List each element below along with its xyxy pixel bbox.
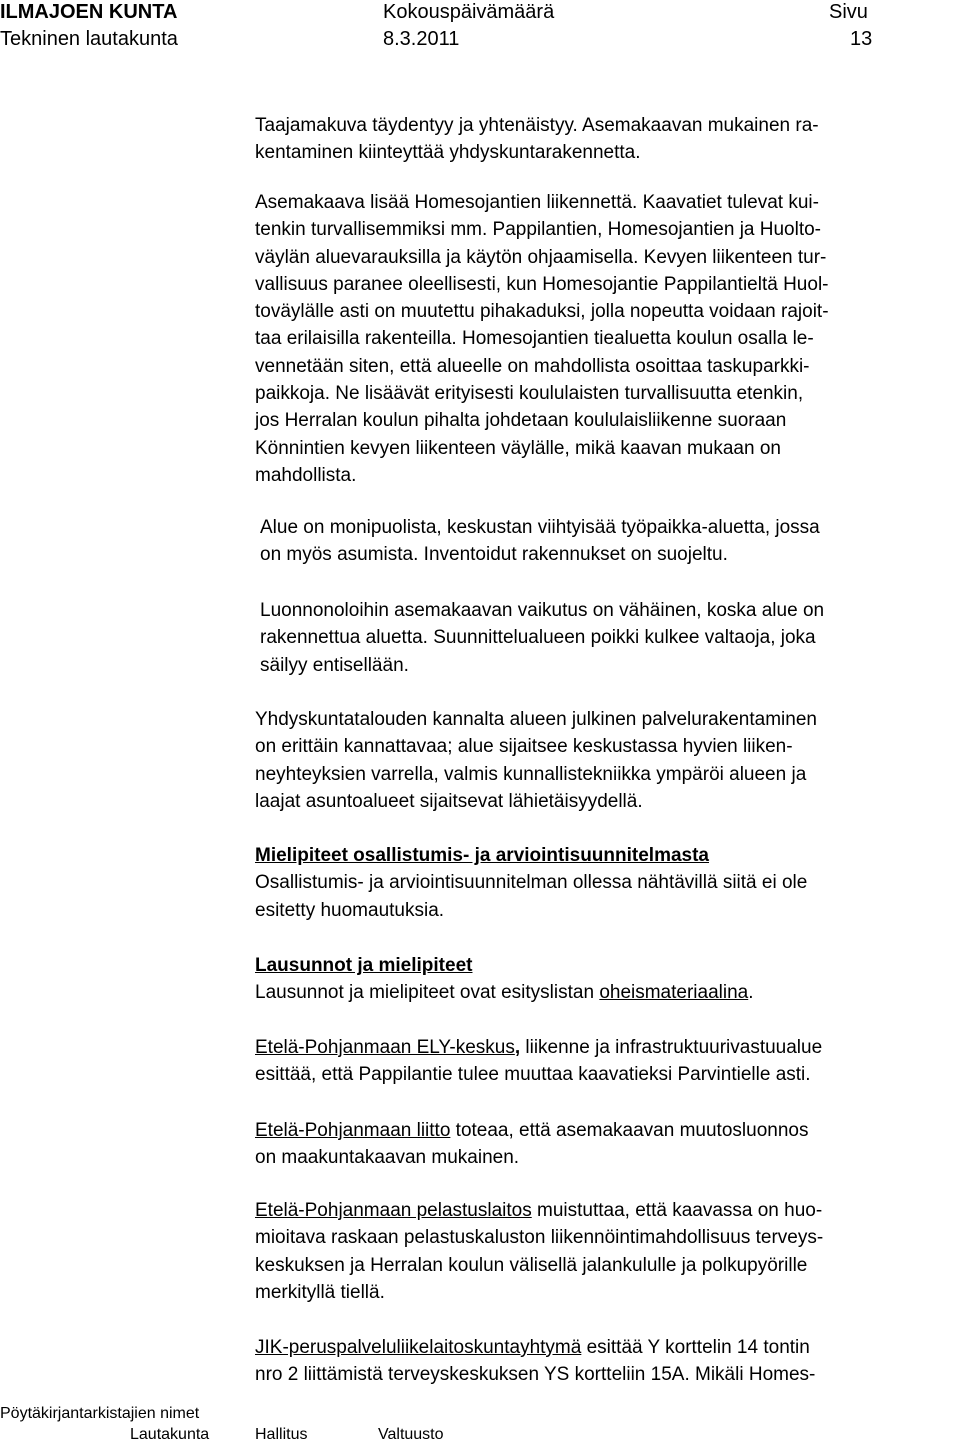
board-name: Tekninen lautakunta (0, 28, 178, 50)
footer-signature-hallitus: Hallitus (255, 1426, 308, 1443)
text-fragment: muistuttaa, että kaavassa on huo- (531, 1200, 823, 1221)
text-fragment: . (748, 982, 754, 1004)
footer-title: Pöytäkirjantarkistajien nimet (0, 1405, 200, 1422)
section-statements (255, 952, 955, 1007)
paragraph-townscape (255, 112, 955, 167)
text-line: kentaminen kiinteyttää yhdyskuntarakennetta. (255, 142, 641, 164)
text-line: on erittäin kannattavaa; alue sijaitsee keskustassa hyvien liiken- (255, 736, 793, 758)
text-line: Osallistumis- ja arviointisuunnitelman ollessa nähtävillä siitä ei ole (255, 872, 808, 894)
text-line: laajat asuntoalueet sijaitsevat lähietäisyydellä. (255, 790, 643, 812)
text-line: Alue on monipuolista, keskustan viihtyisää työpaikka-aluetta, jossa (260, 517, 820, 538)
text-line: toväylälle asti on muutettu pihakaduksi, jolla nopeutta voidaan rajoit- (255, 301, 829, 323)
text-line: esittää, että Pappilantie tulee muuttaa kaavatieksi Parvintielle asti. (255, 1064, 811, 1086)
text-line (255, 1334, 955, 1361)
section-heading: Mielipiteet osallistumis- ja arviointisuunnitelmasta (255, 845, 709, 866)
footer-signature-lautakunta: Lautakunta (130, 1426, 210, 1443)
text-line: Yhdyskuntatalouden kannalta alueen julkinen palvelurakentaminen (255, 709, 817, 730)
text-line: paikkoja. Ne lisäävät erityisesti koululaisten turvallisuutta etenkin, (255, 383, 804, 405)
footer-signature-valtuusto: Valtuusto (378, 1426, 444, 1443)
organization-name-liitto: Etelä-Pohjanmaan liitto (255, 1120, 451, 1141)
text-line: on maakuntakaavan mukainen. (255, 1147, 520, 1169)
text-line: tenkin turvallisemmiksi mm. Pappilantien, Homesojantien ja Huolto- (255, 219, 822, 241)
text-line: väylän aluevarauksilla ja käytön ohjaamisella. Kevyen liikenteen tur- (255, 246, 827, 268)
text-line: Taajamakuva täydentyy ja yhtenäistyy. Asemakaavan mukainen ra- (255, 115, 819, 136)
section-opinions (255, 842, 955, 924)
page-label: Sivu (829, 1, 868, 23)
text-line: vennetään siten, että alueelle on mahdollista osoittaa taskuparkki- (255, 355, 810, 377)
text-line: rakennettua aluetta. Suunnittelualueen poikki kulkee valtaoja, joka (260, 627, 816, 649)
text-line: keskuksen ja Herralan koulun välisellä jalankululle ja polkupyörille (255, 1254, 808, 1276)
text-fragment: Lausunnot ja mielipiteet ovat esityslistan (255, 982, 600, 1004)
organization-name-ely: Etelä-Pohjanmaan ELY-keskus (255, 1037, 515, 1058)
statement-ely (255, 1034, 955, 1089)
section-heading: Lausunnot ja mielipiteet (255, 955, 473, 976)
text-fragment: toteaa, että asemakaavan muutosluonnos (450, 1120, 809, 1141)
text-fragment: liikenne ja infrastruktuurivastuualue (520, 1037, 823, 1058)
statement-liitto (255, 1117, 955, 1172)
text-line: on myös asumista. Inventoidut rakennukset on suojeltu. (260, 544, 728, 566)
attachment-link[interactable]: oheismateriaalina (599, 982, 749, 1004)
text-line: jos Herralan koulun pihalta johdetaan koululaisliikenne suoraan (255, 410, 787, 432)
meeting-date: 8.3.2011 (383, 28, 460, 50)
organization-name-pelastus: Etelä-Pohjanmaan pelastuslaitos (255, 1200, 532, 1221)
text-line: mioitava raskaan pelastuskaluston liikennöintimahdollisuus terveys- (255, 1227, 824, 1249)
paragraph-economy (255, 706, 955, 815)
text-line: Luonnonoloihin asemakaavan vaikutus on vähäinen, koska alue on (260, 600, 825, 621)
text-line: merkityllä tiellä. (255, 1281, 385, 1303)
text-line: mahdollista. (255, 464, 357, 486)
text-line: taa erilaisilla rakenteilla. Homesojantien tiealuetta koulun osalla le- (255, 328, 814, 350)
text-fragment: , (514, 1037, 521, 1058)
text-line: säilyy entisellään. (260, 654, 409, 676)
text-line (255, 979, 955, 1006)
text-line: Asemakaava lisää Homesojantien liikennettä. Kaavatiet tulevat kui- (255, 192, 819, 213)
text-line: neyhteyksien varrella, valmis kunnallistekniikka ympäröi alueen ja (255, 763, 807, 785)
paragraph-traffic (255, 189, 955, 489)
text-fragment: esittää Y korttelin 14 tontin (581, 1337, 810, 1358)
text-line: Könnintien kevyen liikenteen väylälle, mikä kaavan mukaan on (255, 437, 781, 459)
text-line (255, 1034, 955, 1061)
text-line: nro 2 liittämistä terveyskeskuksen YS kortteliin 15A. Mikäli Homes- (255, 1364, 816, 1386)
meeting-date-label: Kokouspäivämäärä (383, 1, 555, 23)
statement-jik (255, 1334, 955, 1389)
text-line: esitetty huomautuksia. (255, 899, 445, 921)
paragraph-area-character (260, 514, 960, 569)
text-line (255, 1197, 955, 1224)
organization-name: ILMAJOEN KUNTA (0, 1, 178, 23)
paragraph-nature (260, 597, 960, 679)
text-line (255, 1117, 955, 1144)
organization-name-jik: JIK-peruspalveluliikelaitoskuntayhtymä (255, 1337, 582, 1358)
page-number: 13 (850, 28, 873, 50)
statement-pelastus (255, 1197, 955, 1306)
text-line: vallisuus paranee oleellisesti, kun Homesojantie Pappilantieltä Huol- (255, 273, 829, 295)
